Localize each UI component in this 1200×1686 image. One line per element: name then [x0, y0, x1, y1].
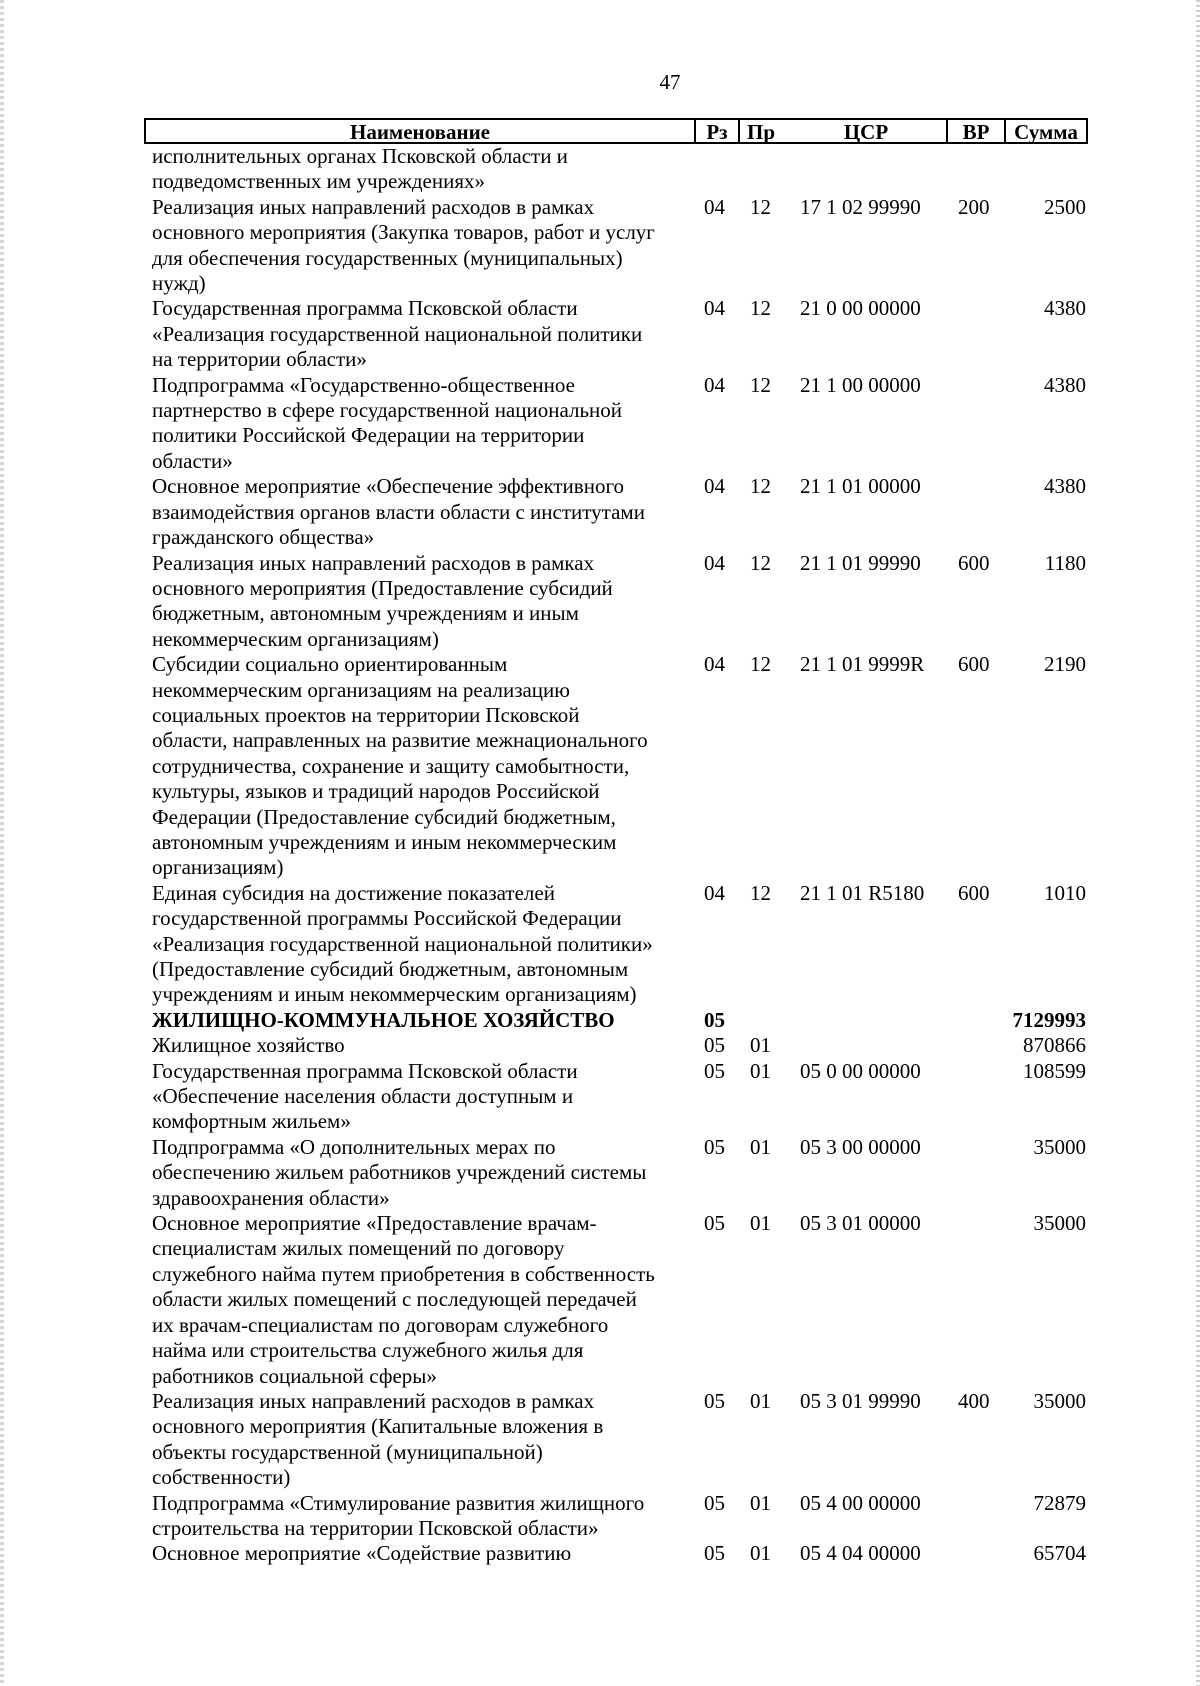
row-name: Государственная программа Псковской области «Реализация государственной национальной политики на территории области» [152, 296, 643, 372]
table-row [144, 652, 1088, 881]
row-sum: 65704 [1033, 1541, 1086, 1566]
row-sum: 2190 [1044, 652, 1086, 677]
row-pr: 01 [750, 1058, 771, 1083]
row-sum: 7129993 [1012, 1007, 1086, 1032]
row-vr: 600 [958, 550, 990, 575]
row-csr: 21 0 00 00000 [800, 296, 921, 321]
scan-edge-right [1196, 0, 1200, 1686]
row-rz: 04 [704, 194, 725, 219]
table-row [144, 1033, 1088, 1058]
row-rz: 05 [704, 1058, 725, 1083]
row-rz: 04 [704, 550, 725, 575]
row-name: Основное мероприятие «Содействие развитию [152, 1541, 572, 1566]
row-rz: 04 [704, 880, 725, 905]
table-row [144, 195, 1088, 297]
row-rz: 04 [704, 652, 725, 677]
row-rz: 05 [704, 1007, 725, 1032]
row-pr: 01 [750, 1490, 771, 1515]
row-name: Основное мероприятие «Предоставление врачам- специалистам жилых помещений по договору служебного найма путем приобретения в собственность области жилых помещений с последующей передачей их врачам-специалистам по договорам служебного найма или строительства служебного жилья для работников социальной сферы» [152, 1211, 655, 1388]
table-row [144, 1491, 1088, 1542]
row-name: Подпрограмма «Государственно-общественное партнерство в сфере государственной национальной политики Российской Федерации на территории области» [152, 372, 623, 473]
row-sum: 35000 [1033, 1211, 1086, 1236]
row-name: исполнительных органах Псковской области и подведомственных им учреждениях» [152, 144, 568, 194]
header-rz: Рз [694, 120, 738, 142]
header-csr: ЦСР [843, 120, 889, 144]
row-name: ЖИЛИЩНО-КОММУНАЛЬНОЕ ХОЗЯЙСТВО [152, 1007, 615, 1032]
table-row [144, 1008, 1088, 1033]
row-rz: 05 [704, 1388, 725, 1413]
row-csr: 05 4 00 00000 [800, 1490, 921, 1515]
table-row [144, 144, 1088, 195]
row-name: Подпрограмма «Стимулирование развития жилищного строительства на территории Псковской области» [152, 1490, 645, 1540]
budget-table [144, 118, 1088, 1567]
header-vr: ВР [946, 120, 1004, 142]
row-vr: 400 [958, 1388, 990, 1413]
row-rz: 05 [704, 1541, 725, 1566]
table-header [144, 118, 1088, 144]
table-row [144, 373, 1088, 475]
row-sum: 4380 [1044, 296, 1086, 321]
table-row [144, 1135, 1088, 1211]
row-sum: 4380 [1044, 372, 1086, 397]
row-csr: 05 0 00 00000 [800, 1058, 921, 1083]
row-pr: 01 [750, 1541, 771, 1566]
row-pr: 01 [750, 1211, 771, 1236]
row-sum: 2500 [1044, 194, 1086, 219]
table-row [144, 551, 1088, 653]
header-name: Наименование [350, 120, 490, 144]
row-rz: 05 [704, 1134, 725, 1159]
row-name: Реализация иных направлений расходов в рамках основного мероприятия (Предоставление субсидий бюджетным, автономным учреждениям и иным некоммерческим организациям) [152, 550, 613, 651]
row-csr: 17 1 02 99990 [800, 194, 921, 219]
table-row [144, 1541, 1088, 1566]
row-sum: 108599 [1023, 1058, 1086, 1083]
row-name: Реализация иных направлений расходов в рамках основного мероприятия (Закупка товаров, работ и услуг для обеспечения государственных (муниципальных) нужд) [152, 194, 655, 296]
row-sum: 35000 [1033, 1388, 1086, 1413]
row-name: Основное мероприятие «Обеспечение эффективного взаимодействия органов власти области с институтами гражданского общества» [152, 474, 645, 550]
row-csr: 05 3 01 00000 [800, 1211, 921, 1236]
row-rz: 05 [704, 1490, 725, 1515]
page-number: 47 [659, 70, 681, 94]
row-csr: 05 3 00 00000 [800, 1134, 921, 1159]
row-sum: 72879 [1033, 1490, 1086, 1515]
row-pr: 01 [750, 1033, 771, 1058]
row-rz: 04 [704, 474, 725, 499]
row-csr: 21 1 01 99990 [800, 550, 921, 575]
row-name: Единая субсидия на достижение показателей государственной программы Российской Федерации «Реализация государственной национальной политики» (Предоставление субсидий бюджетным, автономным учреждениям и иным некоммерческим организациям) [152, 880, 653, 1007]
row-csr: 21 1 01 00000 [800, 474, 921, 499]
row-pr: 01 [750, 1388, 771, 1413]
row-sum: 1180 [1044, 550, 1086, 575]
row-pr: 12 [750, 372, 771, 397]
row-csr: 21 1 00 00000 [800, 372, 921, 397]
row-rz: 05 [704, 1211, 725, 1236]
row-rz: 04 [704, 296, 725, 321]
table-row [144, 1211, 1088, 1389]
row-name: Государственная программа Псковской области «Обеспечение населения области доступным и комфортным жильем» [152, 1058, 578, 1134]
row-rz: 04 [704, 372, 725, 397]
row-sum: 1010 [1044, 880, 1086, 905]
scan-edge-left [0, 0, 4, 1686]
header-sum: Сумма [1004, 120, 1086, 142]
row-name: Реализация иных направлений расходов в рамках основного мероприятия (Капитальные вложения в объекты государственной (муниципальной) собственности) [152, 1388, 604, 1490]
table-row [144, 1059, 1088, 1135]
row-pr: 12 [750, 652, 771, 677]
row-name: Подпрограмма «О дополнительных мерах по обеспечению жильем работников учреждений системы здравоохранения области» [152, 1134, 647, 1210]
row-pr: 12 [750, 550, 771, 575]
table-row [144, 474, 1088, 550]
row-pr: 12 [750, 194, 771, 219]
row-vr: 200 [958, 194, 990, 219]
row-vr: 600 [958, 652, 990, 677]
table-row [144, 296, 1088, 372]
row-pr: 12 [750, 296, 771, 321]
row-csr: 05 4 04 00000 [800, 1541, 921, 1566]
row-pr: 01 [750, 1134, 771, 1159]
row-pr: 12 [750, 474, 771, 499]
row-sum: 870866 [1023, 1033, 1086, 1058]
table-row [144, 1389, 1088, 1491]
row-rz: 05 [704, 1033, 725, 1058]
table-row [144, 881, 1088, 1008]
table-body [144, 144, 1088, 1567]
row-vr: 600 [958, 880, 990, 905]
row-csr: 21 1 01 R5180 [800, 880, 925, 905]
row-csr: 21 1 01 9999R [800, 652, 925, 677]
row-sum: 4380 [1044, 474, 1086, 499]
row-csr: 05 3 01 99990 [800, 1388, 921, 1413]
header-pr: Пр [738, 120, 782, 142]
row-name: Жилищное хозяйство [152, 1033, 345, 1058]
row-name: Субсидии социально ориентированным некоммерческим организациям на реализацию социальных проектов на территории Псковской области, направленных на развитие межнационального сотрудничества, сохранение и защиту самобытности, культуры, языков и традиций народов Российской Федерации (Предоставление субсидий бюджетным, автономным учреждениям и иным некоммерческим организациям) [152, 652, 648, 880]
row-sum: 35000 [1033, 1134, 1086, 1159]
row-pr: 12 [750, 880, 771, 905]
